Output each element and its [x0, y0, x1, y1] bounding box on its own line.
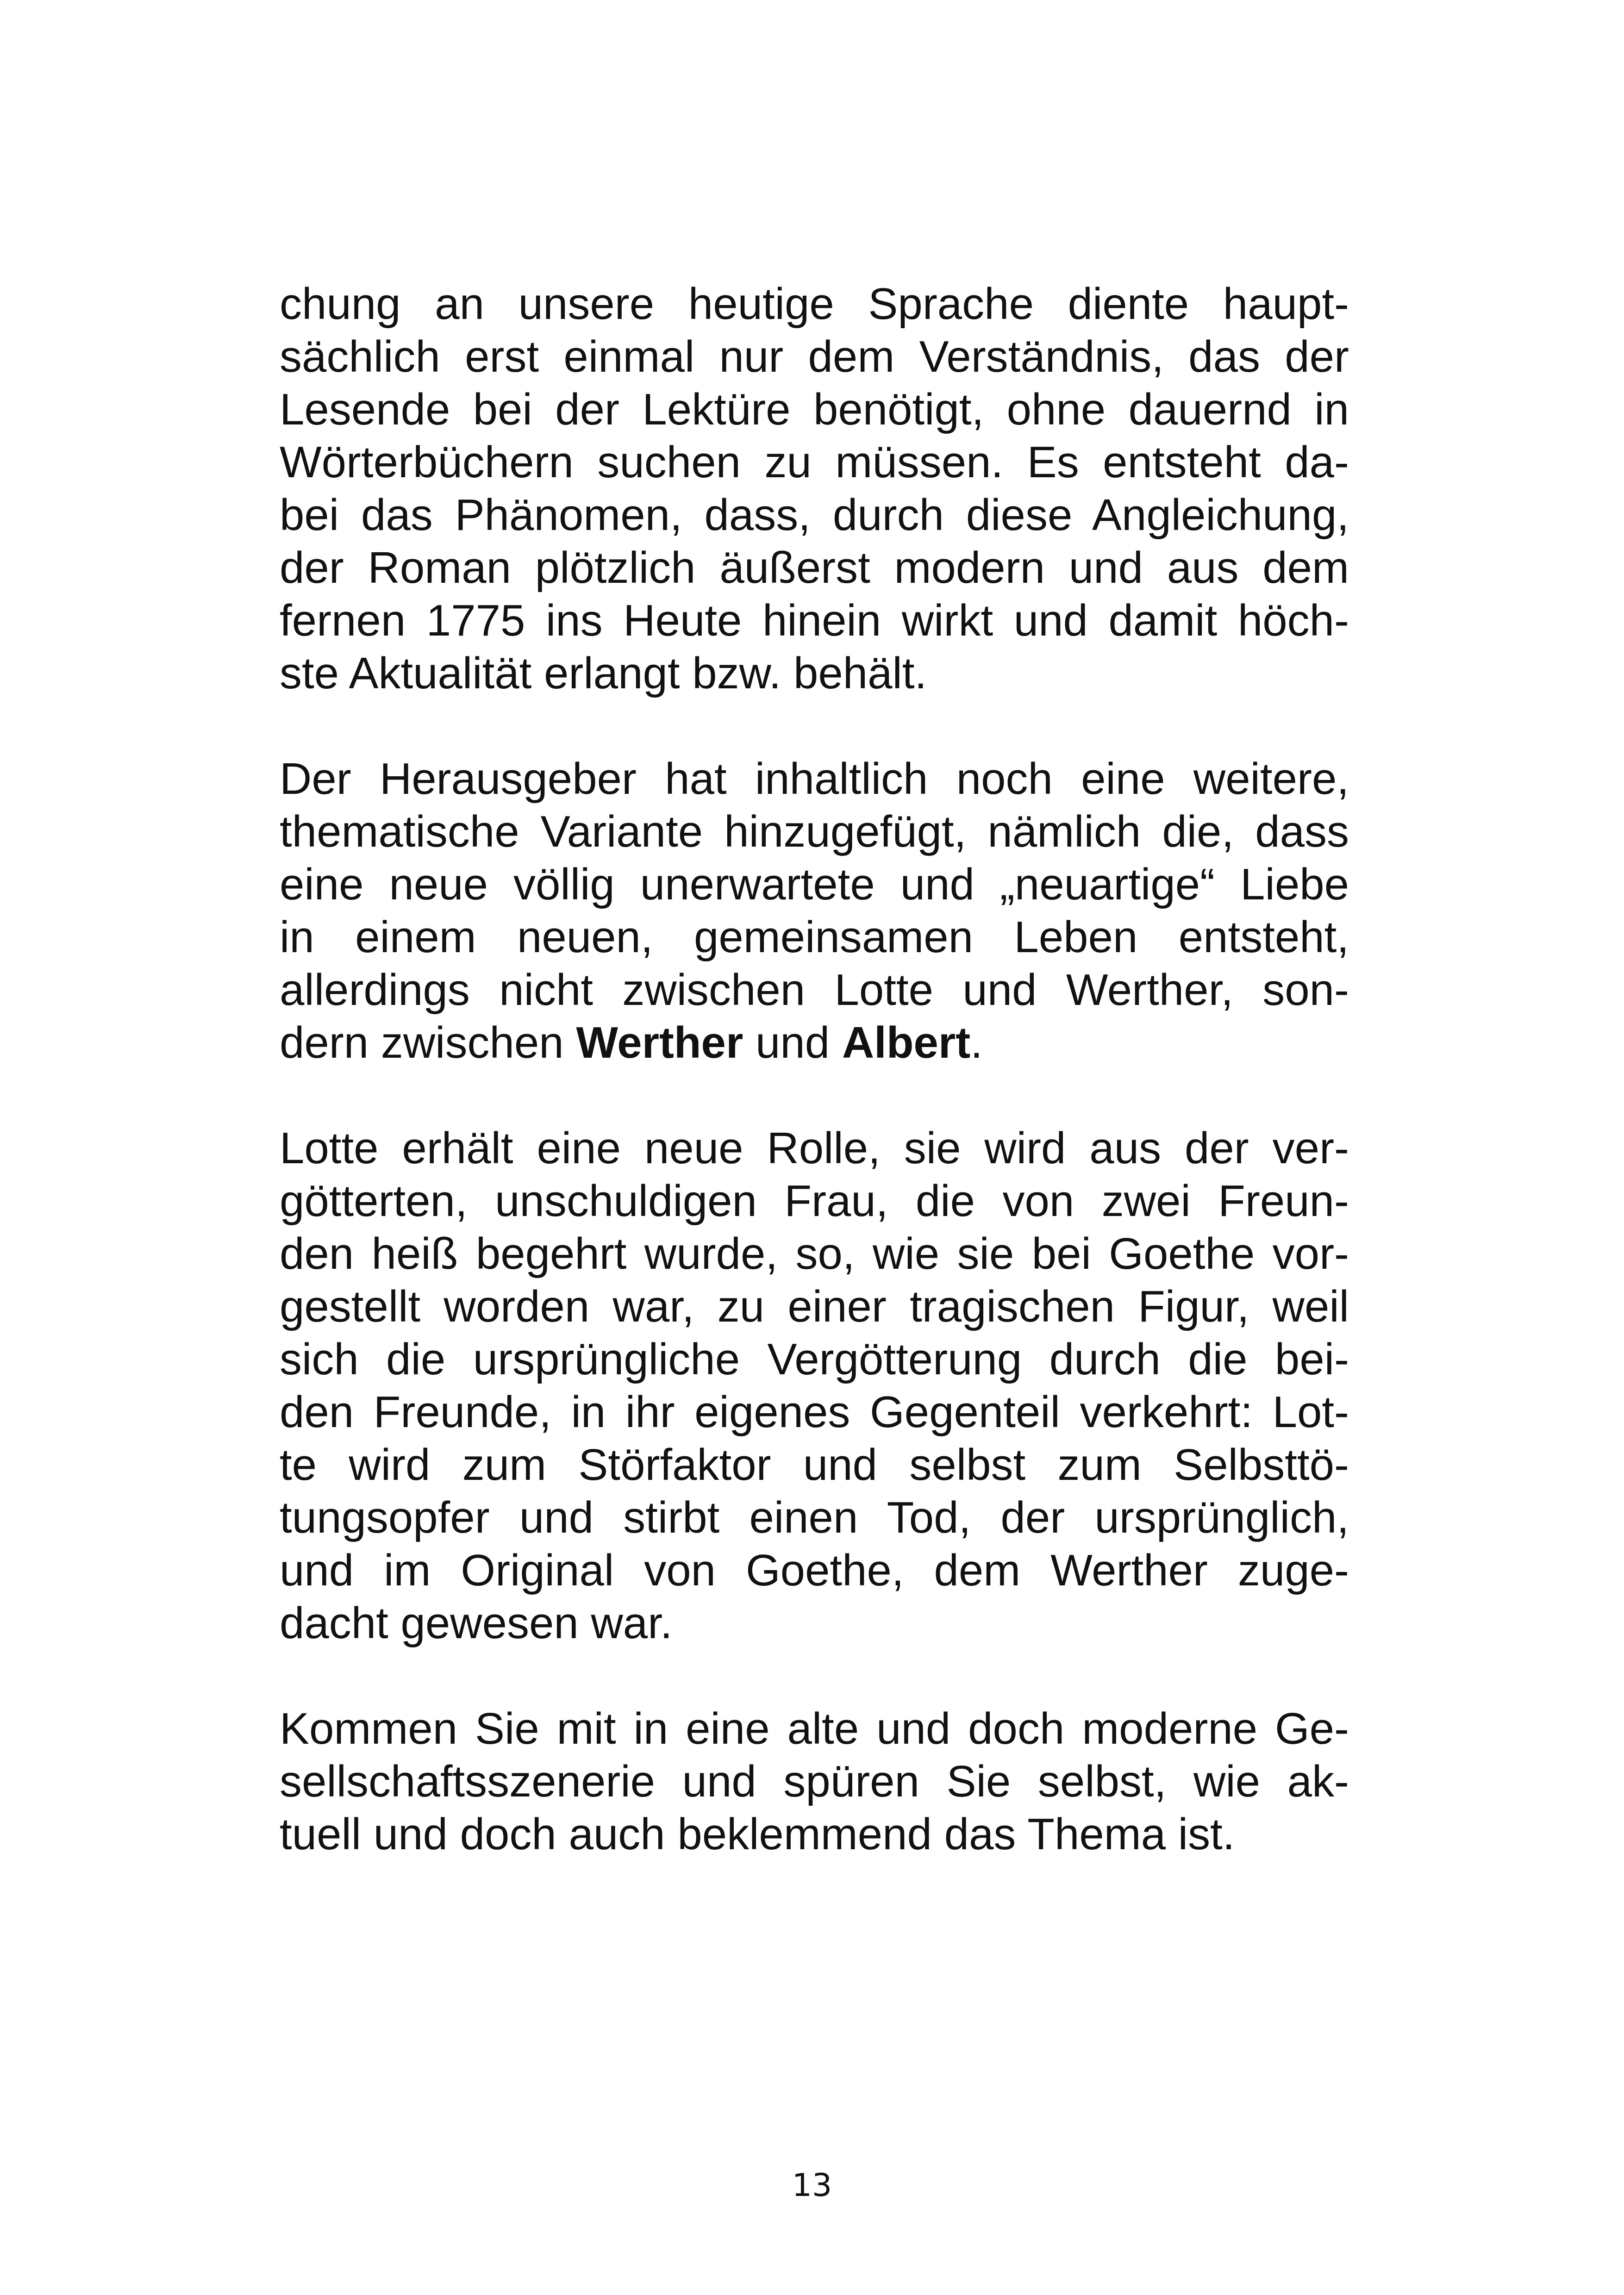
text-line: Lotte erhält eine neue Rolle, sie wird aus der ver-: [280, 1123, 1349, 1173]
text-line: Der Herausgeber hat inhaltlich noch eine weitere,: [280, 754, 1349, 804]
text-line: sich die ursprüngliche Vergötterung durch die bei-: [280, 1335, 1349, 1384]
paragraph-gap: [280, 700, 1349, 753]
text-line: chung an unsere heutige Sprache diente haupt-: [280, 279, 1349, 329]
text-line: bei das Phänomen, dass, durch diese Angleichung,: [280, 490, 1349, 540]
text-line: in einem neuen, gemeinsamen Leben entsteht,: [280, 912, 1349, 962]
text-line: thematische Variante hinzugefügt, nämlich die, dass: [280, 807, 1349, 856]
text-line: dern zwischen Werther und Albert.: [280, 1018, 983, 1067]
text-line: te wird zum Störfaktor und selbst zum Selbsttö-: [280, 1440, 1349, 1490]
paragraph-4: [280, 1703, 1349, 1861]
text-line: der Roman plötzlich äußerst modern und aus dem: [280, 543, 1349, 592]
text-line: tungsopfer und stirbt einen Tod, der ursprünglich,: [280, 1493, 1349, 1542]
paragraph-gap: [280, 1650, 1349, 1703]
text-line: und im Original von Goethe, dem Werther zuge-: [280, 1546, 1349, 1595]
text-line: Lesende bei der Lektüre benötigt, ohne dauernd in: [280, 385, 1349, 434]
text-line: götterten, unschuldigen Frau, die von zwei Freun-: [280, 1176, 1349, 1226]
text-line: Kommen Sie mit in eine alte und doch moderne Ge-: [280, 1704, 1349, 1753]
name-werther: Werther: [576, 1018, 743, 1067]
text-line: tuell und doch auch beklemmend das Thema ist.: [280, 1809, 1235, 1859]
paragraph-1: [280, 278, 1349, 700]
text-line: den Freunde, in ihr eigenes Gegenteil verkehrt: Lot-: [280, 1387, 1349, 1437]
text-line: allerdings nicht zwischen Lotte und Werther, son-: [280, 965, 1349, 1015]
paragraph-2: [280, 753, 1349, 1069]
body-text: [280, 278, 1349, 1861]
text-line: gestellt worden war, zu einer tragischen Figur, weil: [280, 1282, 1349, 1331]
paragraph-gap: [280, 1069, 1349, 1122]
page-number: 13: [792, 2167, 832, 2204]
text-line: ste Aktualität erlangt bzw. behält.: [280, 649, 927, 698]
text-line: den heiß begehrt wurde, so, wie sie bei Goethe vor-: [280, 1229, 1349, 1278]
name-albert: Albert: [842, 1018, 971, 1067]
text-line: eine neue völlig unerwartete und „neuartige“ Liebe: [280, 860, 1349, 909]
text-line: fernen 1775 ins Heute hinein wirkt und damit höch-: [280, 596, 1349, 645]
text-line: sächlich erst einmal nur dem Verständnis, das der: [280, 332, 1349, 381]
paragraph-3: [280, 1122, 1349, 1650]
text-line: Wörterbüchern suchen zu müssen. Es entsteht da-: [280, 437, 1349, 487]
text-line: dacht gewesen war.: [280, 1598, 673, 1648]
text-line: sellschaftsszenerie und spüren Sie selbst, wie ak-: [280, 1757, 1349, 1806]
